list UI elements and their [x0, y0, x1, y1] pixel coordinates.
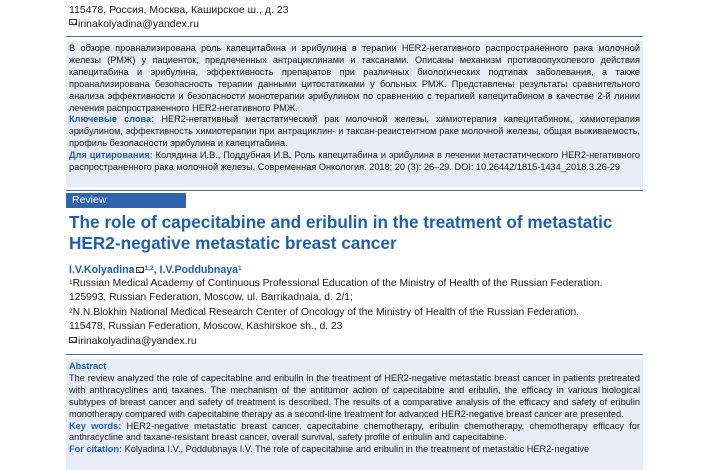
author-1-sup: 1,2 [144, 265, 154, 272]
en-keywords-label: Key words: [69, 420, 122, 431]
ru-abstract-box [66, 41, 643, 187]
author-2-sup: 1 [238, 265, 242, 272]
affiliation-2-address: 115478, Russian Federation, Moscow, Kashirskoe sh., d. 23 [69, 321, 343, 333]
ru-citation-label: Для цитирования: [69, 150, 153, 161]
author-separator: , [153, 264, 157, 276]
en-citation-text: Kolyadina I.V., Poddubnaya I.V. The role of capecitabine and eribulin in the treatment of metastatic HER2-negative [124, 444, 590, 455]
en-keywords [66, 421, 643, 445]
author-names [69, 263, 603, 277]
author-2[interactable]: I.V.Poddubnaya [159, 264, 239, 276]
header-contact [69, 0, 289, 31]
ru-keywords-label: Ключевые слова: [69, 114, 155, 125]
aff2-text: N.N.Blokhin National Medical Research Center of Oncology of the Ministry of Health of the Russian Federation. [72, 306, 580, 318]
en-abstract-label [66, 361, 643, 373]
affiliation-1 [69, 277, 603, 291]
en-keywords-text: HER2-negative metastatic breast cancer, capecitabine chemotherapy, eribulin chemotherapy, chemotherapy efficacy for anthracycline and taxane-resistant breast cancer, overall survival, safety profile of eribulin and capecitabine. [69, 420, 640, 443]
envelope-icon [69, 19, 77, 25]
affiliation-1-address: 125993, Russian Federation, Moscow, ul. Barrikadnaia, d. 2/1; [69, 292, 353, 304]
divider-abstract [66, 354, 643, 355]
article-title: The role of capecitabine and eribulin in the treatment of metastatic HER2-negative metastatic breast cancer [69, 212, 613, 253]
authors-block [69, 263, 603, 349]
ru-keywords [66, 114, 643, 150]
en-citation [66, 444, 643, 456]
en-citation-label: For citation: [69, 444, 123, 455]
aff2-num: 2 [69, 307, 73, 315]
ru-citation-text: Колядина И.В., Поддубная И.В. Роль капецитабина и эрибулина в лечении метастатического HER2-негативного распространенного рака молочной железы. Современная Онкология. 2018; 20 (3): 26–29. DOI: 10.26442/1815-1434_2018.3.26-29 [69, 150, 640, 173]
address-line: 115478, Россия, Москва, Каширское ш., д. 23 [69, 4, 289, 16]
author-email-link[interactable]: irinakolyadina@yandex.ru [78, 335, 197, 347]
ru-abstract-text: В обзоре проанализирована роль капецитабина и эрибулина в терапии HER2-негативного распространенного рака молочной железы (РМЖ) у пациенток, предлеченных антрациклинами и таксанами. Описаны механизм противоопухолевого действия капецитабина и эрибулина, эффективность препаратов при различных биологических подтипах заболевания, а также проанализирована безопасность терапии данными цитостатиками у больных РМЖ. Представлены результаты сравнительного анализа эффективности и безопасности монотерапии эрибулином по сравнению с терапией капецитабином в качестве 2-й линии лечения распространенного HER2-негативного РМЖ. [69, 43, 640, 113]
divider-review [66, 190, 643, 191]
email-line [69, 17, 289, 31]
author-1[interactable]: I.V.Kolyadina [69, 264, 135, 276]
en-abstract-text: The review analyzed the role of capecitabine and eribulin in the treatment of HER2-negative metastatic breast cancer in patients pretreated with anthracyclines and taxanes. The mechanism of the antitumor action of capecitabine and eribulin, the efficacy in various biological subtypes of breast cancer and safety of treatment is described. The results of a comparative analysis of the efficacy and safety of eribulin monotherapy compared with capecitabine therapy as a second-line treatment for advanced HER2-negative breast cancer are presented. [69, 372, 640, 419]
envelope-icon [136, 267, 144, 273]
ru-keywords-text: HER2-негативный метастатический рак молочной железы, химиотерапия капецитабином, химиотерапия эрибулином, эффективность химиотерапии при антрациклин- и таксан-резистентном раке молочной железы, общая выживаемость, профиль безопасности эрибулина и капецитабина. [69, 114, 640, 149]
en-abstract-box [66, 359, 643, 470]
email-link[interactable]: irinakolyadina@yandex.ru [78, 18, 199, 30]
envelope-icon [69, 337, 77, 343]
ru-citation [66, 150, 643, 174]
aff1-text: Russian Medical Academy of Continuous Professional Education of the Ministry of Health of the Russian Federation. [72, 278, 603, 289]
affiliation-2 [69, 306, 603, 320]
section-tag-review: Review [66, 193, 186, 208]
divider-top [66, 36, 643, 37]
abstract-label: Abstract [69, 361, 107, 371]
aff1-num: 1 [69, 279, 73, 286]
author-email-line [69, 335, 603, 349]
